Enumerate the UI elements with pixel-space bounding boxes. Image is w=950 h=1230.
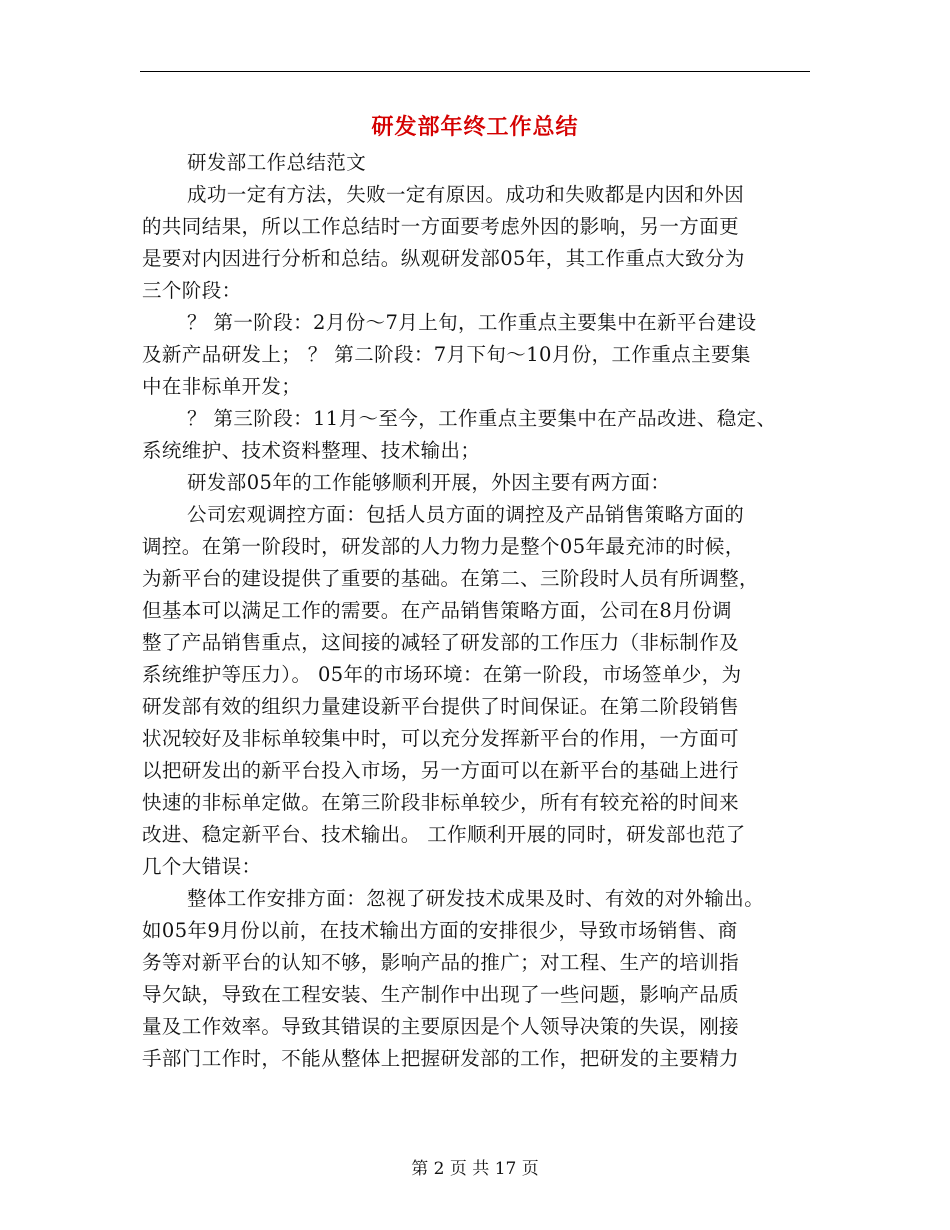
text-line: 手部门工作时，不能从整体上把握研发部的工作，把研发的主要精力 xyxy=(142,1047,740,1070)
text-line: 为新平台的建设提供了重要的基础。在第二、三阶段时人员有所调整， xyxy=(142,567,759,590)
page-number: 第 2 页 共 17 页 xyxy=(411,1159,539,1179)
text-line: 导欠缺，导致在工程安装、生产制作中出现了一些问题，影响产品质 xyxy=(142,983,740,1006)
text-line: 研发部05年的工作能够顺利开展，外因主要有两方面： xyxy=(187,471,671,494)
text-line: 但基本可以满足工作的需要。在产品销售策略方面，公司在8月份调 xyxy=(142,599,732,622)
document-body xyxy=(142,147,812,1075)
text-line: 成功一定有方法，失败一定有原因。成功和失败都是内因和外因 xyxy=(187,183,745,206)
document-title: 研发部年终工作总结 xyxy=(371,114,579,140)
header-rule xyxy=(140,71,810,72)
text-line: 以把研发出的新平台投入市场，另一方面可以在新平台的基础上进行 xyxy=(142,759,740,782)
text-line: 及新产品研发上； ？ 第二阶段：7月下旬～10月份，工作重点主要集 xyxy=(142,343,751,366)
text-line: 系统维护、技术资料整理、技术输出； xyxy=(142,439,481,462)
text-line: 如05年9月份以前，在技术输出方面的安排很少，导致市场销售、商 xyxy=(142,919,738,942)
text-line: 调控。在第一阶段时，研发部的人力物力是整个05年最充沛的时候， xyxy=(142,535,745,558)
text-line: ？ 第三阶段：11月～至今，工作重点主要集中在产品改进、稳定、 xyxy=(187,407,777,430)
text-line: 状况较好及非标单较集中时，可以充分发挥新平台的作用，一方面可 xyxy=(142,727,740,750)
text-line: 三个阶段： xyxy=(142,279,242,302)
text-line: 是要对内因进行分析和总结。纵观研发部05年，其工作重点大致分为 xyxy=(142,247,745,270)
text-line: ？ 第一阶段：2月份～7月上旬，工作重点主要集中在新平台建设 xyxy=(187,311,757,334)
text-line: 整体工作安排方面：忽视了研发技术成果及时、有效的对外输出。 xyxy=(187,887,765,910)
text-line: 务等对新平台的认知不够，影响产品的推广；对工程、生产的培训指 xyxy=(142,951,740,974)
text-line: 改进、稳定新平台、技术输出。 工作顺利开展的同时，研发部也范了 xyxy=(142,823,746,846)
text-line: 研发部有效的组织力量建设新平台提供了时间保证。在第二阶段销售 xyxy=(142,695,740,718)
text-line: 整了产品销售重点，这间接的减轻了研发部的工作压力（非标制作及 xyxy=(142,631,740,654)
text-line: 研发部工作总结范文 xyxy=(187,151,367,174)
text-line: 系统维护等压力）。 05年的市场环境：在第一阶段，市场签单少，为 xyxy=(142,663,742,686)
text-line: 公司宏观调控方面：包括人员方面的调控及产品销售策略方面的 xyxy=(187,503,745,526)
text-line: 量及工作效率。导致其错误的主要原因是个人领导决策的失误，刚接 xyxy=(142,1015,740,1038)
text-line: 快速的非标单定做。在第三阶段非标单较少，所有有较充裕的时间来 xyxy=(142,791,740,814)
text-line: 中在非标单开发； xyxy=(142,375,302,398)
text-line: 几个大错误： xyxy=(142,855,262,878)
text-line: 的共同结果，所以工作总结时一方面要考虑外因的影响，另一方面更 xyxy=(142,215,740,238)
